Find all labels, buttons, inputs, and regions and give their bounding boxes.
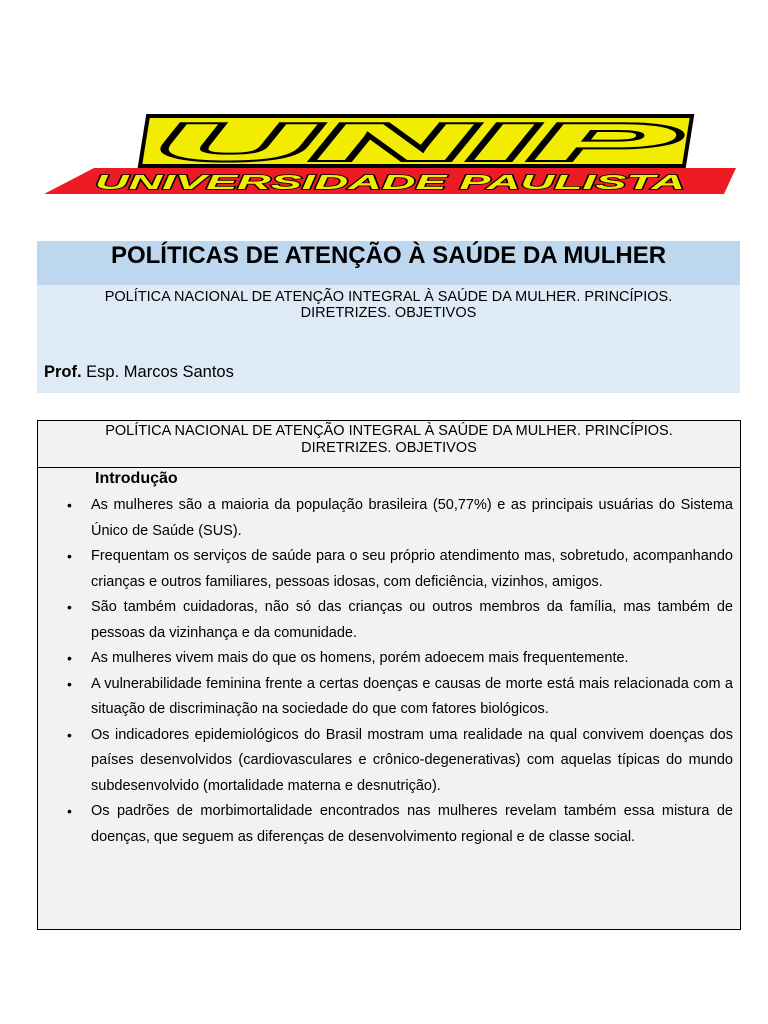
logo-wordmark: UNIP — [156, 114, 678, 172]
subtitle-band — [37, 285, 740, 393]
list-item — [38, 672, 740, 723]
list-item-text: Frequentam os serviços de saúde para o seu próprio atendimento mas, sobretudo, acompanhando crianças e outros familiares, pessoas idosas, com deficiência, vizinhos, amigos. — [91, 548, 733, 590]
list-item — [38, 544, 740, 595]
list-item — [38, 799, 740, 850]
subtitle-line-2: DIRETRIZES. OBJETIVOS — [300, 305, 477, 321]
list-item-text: São também cuidadoras, não só das crianças ou outros membros da família, mas também de pessoas da vizinhança e da comunidade. — [91, 599, 733, 641]
content-box-header — [38, 421, 740, 468]
content-header-line-1: POLÍTICA NACIONAL DE ATENÇÃO INTEGRAL À SAÚDE DA MULHER. PRINCÍPIOS. — [105, 423, 673, 439]
list-item — [38, 723, 740, 800]
bullet-icon: • — [67, 675, 72, 692]
list-item — [38, 646, 740, 672]
title-band — [37, 241, 740, 285]
list-item-text: As mulheres são a maioria da população brasileira (50,77%) e as principais usuárias do Sistema Único de Saúde (SUS). — [91, 497, 733, 539]
bullet-icon: • — [67, 803, 72, 819]
list-item-text: As mulheres vivem mais do que os homens, porém adoecem mais frequentemente. — [91, 650, 629, 666]
bullet-list — [38, 493, 740, 850]
bullet-icon: • — [67, 726, 72, 743]
list-item-text: Os padrões de morbimortalidade encontrados nas mulheres revelam também essa mistura de doenças, que seguem as diferenças de desenvolvimento regional e de classe social. — [91, 803, 733, 845]
subtitle-line-1: POLÍTICA NACIONAL DE ATENÇÃO INTEGRAL À SAÚDE DA MULHER. PRINCÍPIOS. — [104, 289, 673, 305]
list-item — [38, 595, 740, 646]
professor-credit — [44, 361, 234, 383]
prof-name: Esp. Marcos Santos — [81, 363, 234, 381]
unip-logo — [44, 112, 736, 198]
list-item-text: A vulnerabilidade feminina frente a certas doenças e causas de morte está mais relacionada com a situação de discriminação na sociedade do que com fatores biológicos. — [91, 675, 733, 717]
bullet-icon: • — [67, 548, 72, 564]
content-box — [37, 420, 741, 930]
prof-label: Prof. — [44, 363, 82, 381]
content-header-line-2: DIRETRIZES. OBJETIVOS — [301, 440, 477, 456]
bullet-icon: • — [67, 497, 72, 513]
list-item — [38, 493, 740, 544]
logo-subtitle: UNIVERSIDADE PAULISTA — [95, 172, 685, 194]
page-title: POLÍTICAS DE ATENÇÃO À SAÚDE DA MULHER — [110, 242, 667, 269]
list-item-text: Os indicadores epidemiológicos do Brasil mostram uma realidade na qual convivem doenças dos países desenvolvidos (cardiovasculares e crônico-degenerativas) com aquelas típicas do mundo subdesenvolvido (mortalidade materna e desnutrição). — [91, 726, 733, 794]
bullet-icon: • — [67, 599, 72, 615]
bullet-icon: • — [67, 650, 72, 666]
section-heading: Introdução — [95, 470, 178, 487]
